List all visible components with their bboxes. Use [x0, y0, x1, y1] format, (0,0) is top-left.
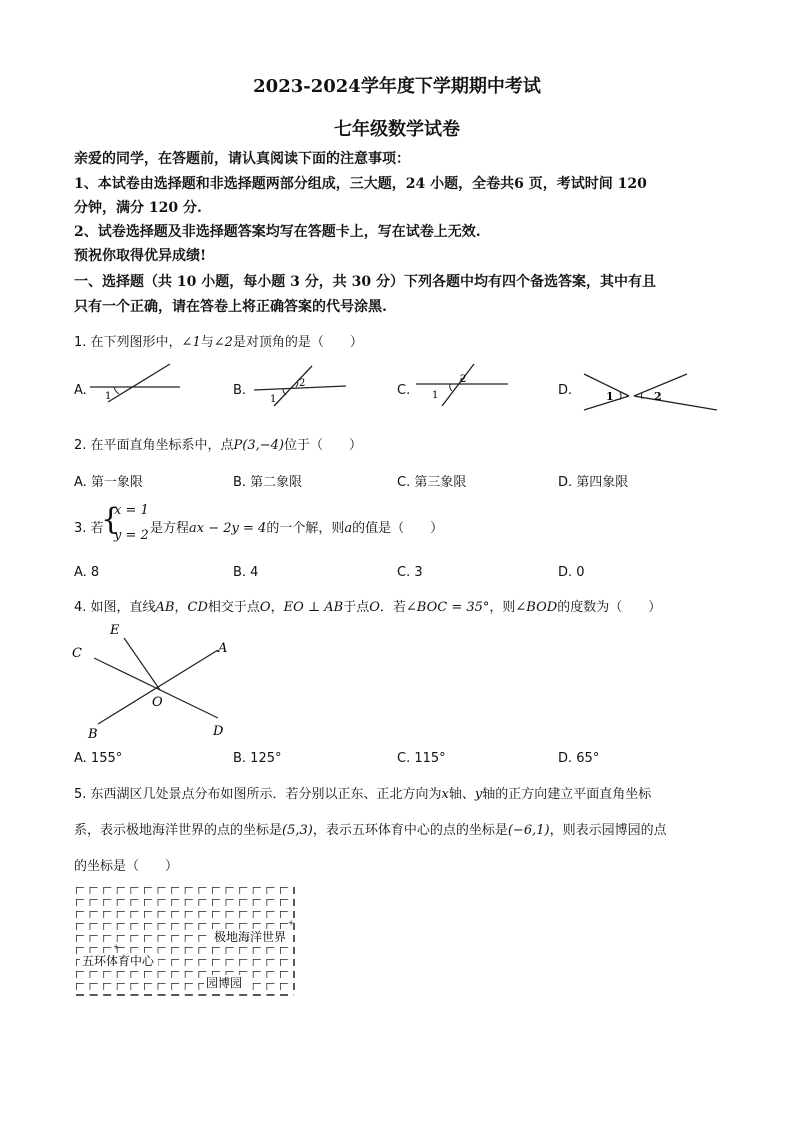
- q1-b-num1: 1: [270, 394, 277, 405]
- q4-label-c: C: [72, 646, 82, 661]
- q1-num: 1. 在下列图形中，: [74, 335, 182, 350]
- q1-c-num2: 2: [460, 374, 467, 385]
- q1-angle-2: ∠2: [213, 335, 233, 350]
- q4-label-d: D: [213, 724, 224, 739]
- q3-mid2: 的一个解，则: [266, 521, 345, 536]
- question-5-line-2: [74, 819, 667, 838]
- q5-c2: (−6,1): [507, 823, 550, 838]
- q3-num: 3. 若: [74, 521, 104, 536]
- q1-a-num: 1: [105, 391, 112, 402]
- q3-tail: 的值是（ ）: [352, 521, 444, 536]
- q3-system-line-1: [114, 503, 149, 518]
- q4-label-b: B: [88, 727, 98, 742]
- q1-figure-a: [88, 362, 188, 407]
- q4-p3: ，: [270, 600, 284, 615]
- q1-tail: 是对顶角的是（ ）: [232, 335, 363, 350]
- notice-wish: 预祝你取得优异成绩!: [74, 248, 207, 264]
- q2-option-c: C. 第三象限: [397, 475, 467, 490]
- q4-p1: 4. 如图，直线: [74, 600, 156, 615]
- q1-figure-b: [250, 362, 350, 407]
- q2-text: 2. 在平面直角坐标系中，点: [74, 438, 234, 453]
- q1-option-a-label: A.: [74, 383, 87, 398]
- q1-b-num2: 2: [299, 378, 306, 389]
- q1-d-num2: 2: [654, 390, 662, 403]
- q4-sep: ，: [174, 600, 188, 615]
- q5-label-garden: 园博园: [206, 976, 243, 990]
- q4-ab: AB: [155, 600, 175, 615]
- section-1-heading-line-2: 只有一个正确，请在答卷上将正确答案的代号涂黑.: [74, 299, 387, 315]
- q4-o: O: [259, 600, 271, 615]
- q1-figure-c: [414, 362, 514, 407]
- q5-polar-marker: +: [288, 919, 294, 927]
- q4-p5: ．若: [379, 600, 406, 615]
- q4-label-a: A: [218, 641, 228, 656]
- q4-bod: ∠BOD: [515, 600, 558, 615]
- q3-mid: 是方程: [150, 521, 190, 536]
- q1-angle-1: ∠1: [181, 335, 201, 350]
- q3-system-line-2: [114, 528, 149, 543]
- q5-l2a: 系，表示极地海洋世界的点的坐标是: [74, 823, 283, 838]
- q1-mid: 与: [200, 335, 214, 350]
- q4-figure: [68, 618, 248, 743]
- q2-point: P(3,−4): [233, 438, 285, 453]
- q4-o2: O: [369, 600, 380, 615]
- q3-var: a: [344, 521, 353, 536]
- q3-equation: ax − 2y = 4: [189, 521, 267, 536]
- question-2-stem: [74, 434, 362, 453]
- q1-option-b-label: B.: [233, 383, 247, 398]
- q5-map-grid: [76, 887, 294, 995]
- question-5-line-3: 的坐标是（ ）: [74, 859, 179, 874]
- q4-p7: 的度数为（ ）: [557, 600, 662, 615]
- notice-item-2: 2、试卷选择题及非选择题答案均写在答题卡上，写在试卷上无效.: [74, 224, 481, 240]
- q2-option-a: A. 第一象限: [74, 475, 143, 490]
- q4-option-c: C. 115°: [397, 751, 446, 766]
- q2-option-b: B. 第二象限: [233, 475, 303, 490]
- exam-title: 2023-2024学年度下学期期中考试: [253, 76, 541, 97]
- q2-tail: 位于（ ）: [284, 438, 363, 453]
- notice-item-1-line-1: 1、本试卷由选择题和非选择题两部分组成，三大题，24 小题，全卷共6 页，考试时间 120: [74, 176, 647, 192]
- q5-l1b: 轴、: [448, 787, 475, 802]
- q3-option-b: B. 4: [233, 565, 259, 580]
- q1-option-d-label: D.: [558, 383, 573, 398]
- section-1-heading-line-1: 一、选择题（共 10 小题，每小题 3 分，共 30 分）下列各题中均有四个备选答案，其中有且: [74, 274, 656, 290]
- q4-eo: EO ⊥ AB: [283, 600, 344, 615]
- q3-brace: {: [101, 502, 121, 537]
- notice-greeting: 亲爱的同学，在答题前，请认真阅读下面的注意事项：: [74, 151, 410, 167]
- q3-option-a: A. 8: [74, 565, 100, 580]
- q5-c1: (5,3): [282, 823, 313, 838]
- q5-wuhuan-marker: +: [113, 943, 119, 951]
- q5-l2b: ，表示五环体育中心的点的坐标是: [312, 823, 508, 838]
- q1-d-num1: 1: [606, 390, 614, 403]
- question-1-stem: [74, 331, 363, 350]
- q4-option-d: D. 65°: [558, 751, 600, 766]
- q1-option-c-label: C.: [397, 383, 411, 398]
- q3-option-d: D. 0: [558, 565, 585, 580]
- q1-figure-d: [582, 370, 722, 415]
- q5-x: x: [441, 787, 449, 802]
- q5-y: y: [474, 787, 483, 802]
- q4-label-o: O: [152, 695, 163, 710]
- question-3-stem: [150, 517, 443, 536]
- q4-option-a: A. 155°: [74, 751, 123, 766]
- q5-label-wuhuan: 五环体育中心: [82, 954, 155, 968]
- q4-option-b: B. 125°: [233, 751, 282, 766]
- exam-subtitle: 七年级数学试卷: [334, 119, 460, 140]
- q5-l1a: 5. 东西湖区几处景点分布如图所示．若分别以正东、正北方向为: [74, 787, 442, 802]
- q5-l1c: 轴的正方向建立平面直角坐标: [482, 787, 652, 802]
- q1-c-num1: 1: [432, 390, 439, 401]
- q4-p2: 相交于点: [207, 600, 260, 615]
- q4-p4: 于点: [343, 600, 370, 615]
- q4-cd: CD: [187, 600, 208, 615]
- q4-boc: ∠BOC = 35°: [405, 600, 490, 615]
- q4-p6: ，则: [489, 600, 516, 615]
- q4-label-e: E: [110, 623, 120, 638]
- question-5-line-1: [74, 783, 651, 802]
- q3-sys1: x = 1: [114, 503, 149, 518]
- q3-sys2: y = 2: [114, 528, 149, 543]
- q5-label-polar: 极地海洋世界: [214, 930, 287, 944]
- q5-l2c: ，则表示园博园的点: [549, 823, 667, 838]
- q3-option-c: C. 3: [397, 565, 423, 580]
- q2-option-d: D. 第四象限: [558, 475, 629, 490]
- notice-item-1-line-2: 分钟，满分 120 分.: [74, 200, 202, 216]
- question-4-stem: [74, 596, 661, 615]
